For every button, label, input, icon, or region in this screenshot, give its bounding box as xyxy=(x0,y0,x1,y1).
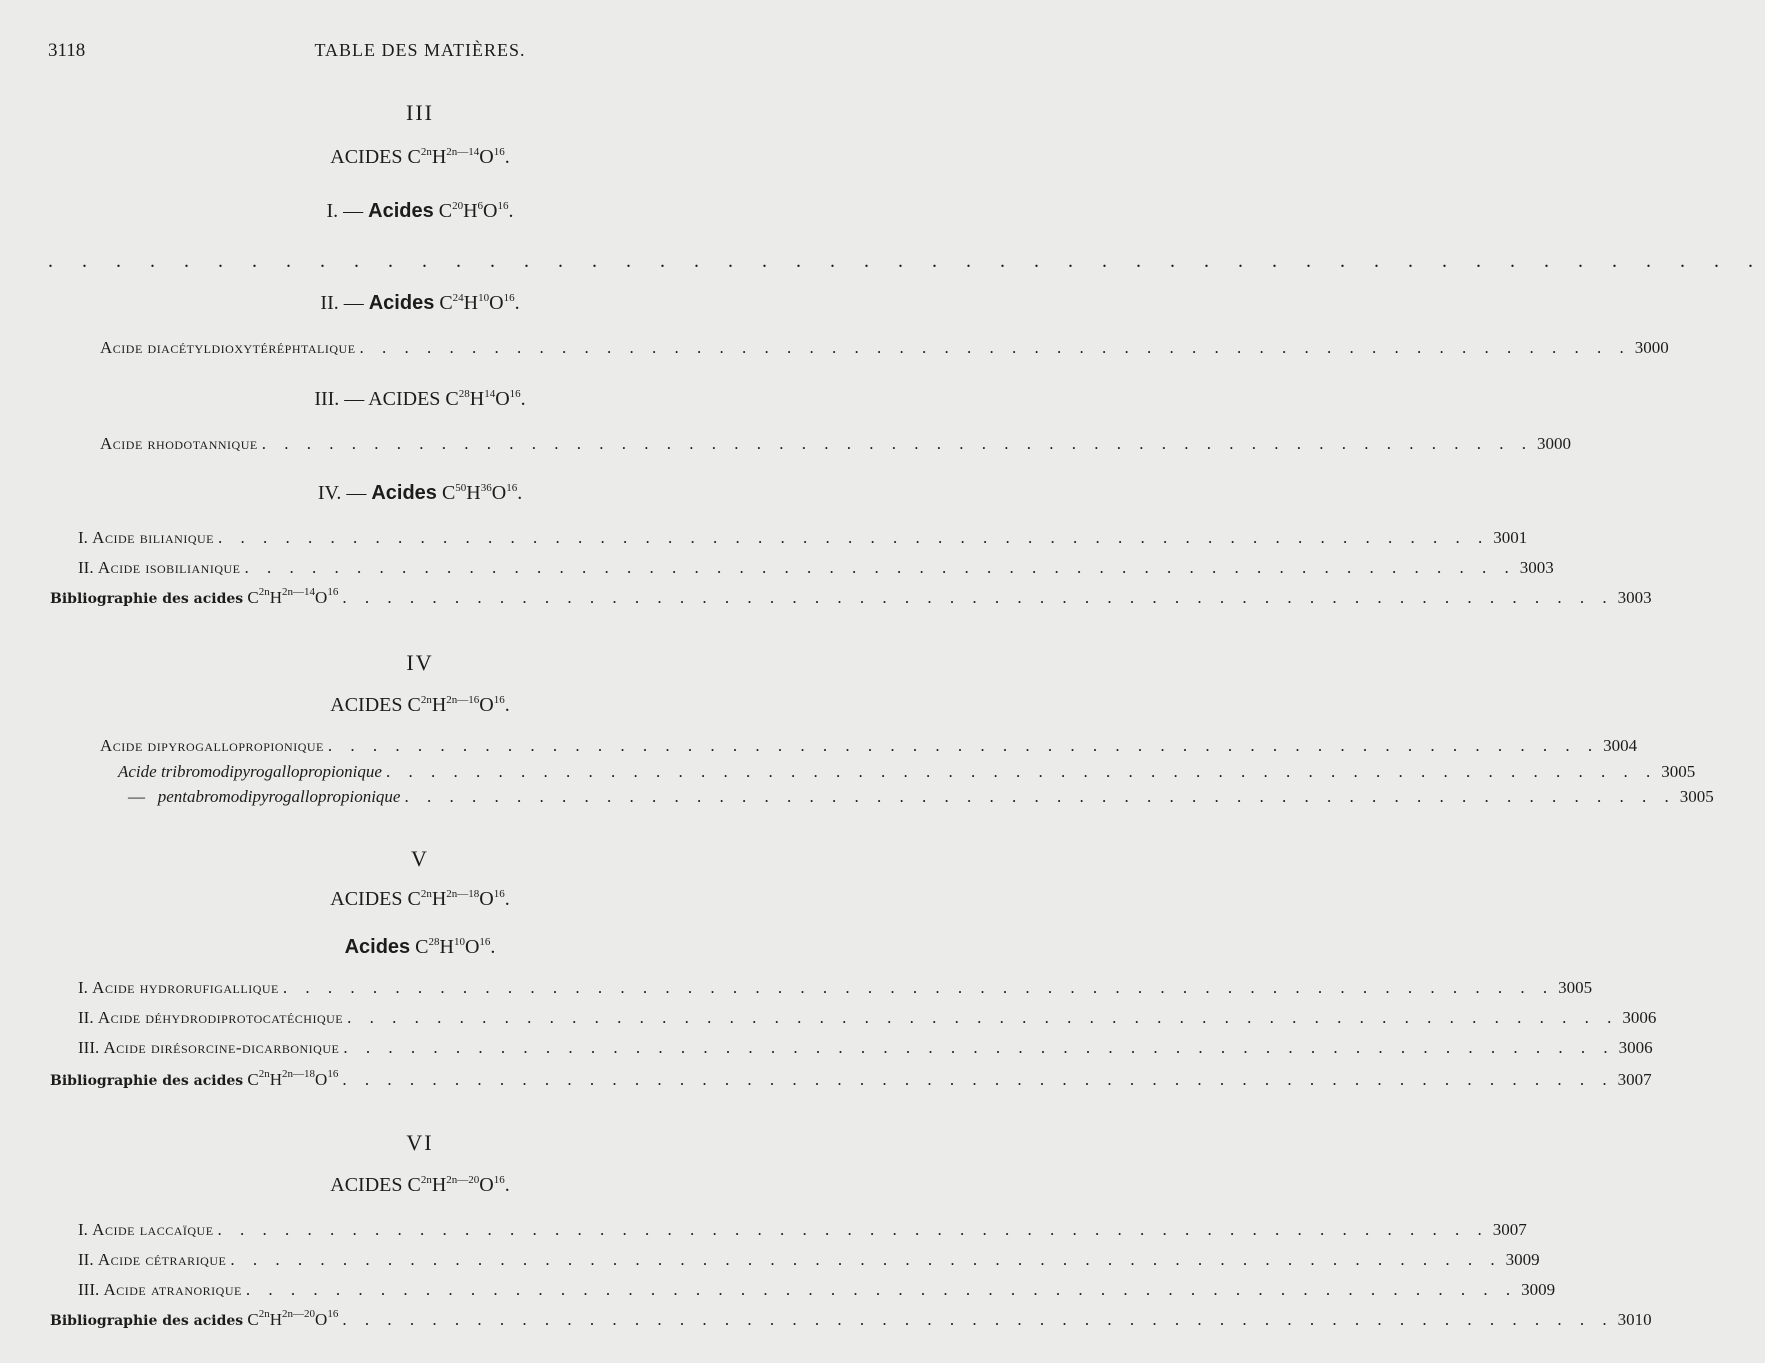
toc-entry: — pentabromodipyrogallopropionique . . . . . . . . . . . . . . . . . . . . . . . . . . . . . . . . . . . . . . . . . . . . . . . . . . . . . . . . . 3005 xyxy=(128,787,1714,806)
toc-entry: II. Acide déhydrodiprotocatéchique . . . . . . . . . . . . . . . . . . . . . . . . . . . . . . . . . . . . . . . . . . . . . . . . . . . . . . . . . 3006 xyxy=(78,1008,1657,1027)
section-5-heading: V xyxy=(411,846,429,871)
toc-bibliography-entry: Bibliographie des acides $C^{2n}H^{2n—20}O^{16}$ . . . . . . . . . . . . . . . . . . . . . . . . . . . . . . . . . . . . . . . . . . . . . . . . . . . . . . . . . 3010 xyxy=(50,1308,1652,1329)
toc-entry: III. Acide atranorique . . . . . . . . . . . . . . . . . . . . . . . . . . . . . . . . . . . . . . . . . . . . . . . . . . . . . . . . . 3009 xyxy=(78,1280,1556,1299)
toc-entry: Acide diacétyldioxytéréphtalique . . . . . . . . . . . . . . . . . . . . . . . . . . . . . . . . . . . . . . . . . . . . . . . . . . . . . . . . . 3000 xyxy=(100,338,1669,357)
subsection-3-2-heading: II. — Acides $C^{24}H^{10}O^{16}$. xyxy=(320,292,520,314)
section-4-heading: IV xyxy=(406,650,434,675)
toc-entry: II. Acide cétrarique . . . . . . . . . . . . . . . . . . . . . . . . . . . . . . . . . . . . . . . . . . . . . . . . . . . . . . . . . 3009 xyxy=(78,1250,1540,1269)
section-6-formula: ACIDES $C^{2n}H^{2n—20}O^{16}$. xyxy=(330,1174,510,1196)
subsection-3-3-heading: III. — ACIDES $C^{28}H^{14}O^{16}$. xyxy=(314,388,526,410)
toc-bibliography-entry: Bibliographie des acides $C^{2n}H^{2n—18}O^{16}$ . . . . . . . . . . . . . . . . . . . . . . . . . . . . . . . . . . . . . . . . . . . . . . . . . . . . . . . . . 3007 xyxy=(50,1068,1652,1089)
toc-bibliography-entry: Bibliographie des acides $C^{2n}H^{2n—14}O^{16}$ . . . . . . . . . . . . . . . . . . . . . . . . . . . . . . . . . . . . . . . . . . . . . . . . . . . . . . . . . 3003 xyxy=(50,586,1652,607)
section-3-formula: ACIDES $C^{2n}H^{2n—14}O^{16}$. xyxy=(330,146,510,168)
toc-entry: I. Acide hydrorufigallique . . . . . . . . . . . . . . . . . . . . . . . . . . . . . . . . . . . . . . . . . . . . . . . . . . . . . . . . . 3005 xyxy=(78,978,1593,997)
toc-entry: I. Acide laccaïque . . . . . . . . . . . . . . . . . . . . . . . . . . . . . . . . . . . . . . . . . . . . . . . . . . . . . . . . . 3007 xyxy=(78,1220,1527,1239)
section-3-heading: III xyxy=(406,100,434,125)
toc-entry: II. Acide isobilianique . . . . . . . . . . . . . . . . . . . . . . . . . . . . . . . . . . . . . . . . . . . . . . . . . . . . . . . . . 3003 xyxy=(78,558,1554,577)
page-title: TABLE DES MATIÈRES. xyxy=(314,40,526,60)
toc-entry: III. Acide dirésorcine-dicarbonique . . . . . . . . . . . . . . . . . . . . . . . . . . . . . . . . . . . . . . . . . . . . . . . . . . . . . . . . . 3006 xyxy=(78,1038,1653,1057)
dotted-separator: . . . . . . . . . . . . . . . . . . . . . . . . . . . . . . . . . . . . . . . . . . . . . . . . . . . xyxy=(48,250,1765,272)
toc-entry: Acide rhodotannique . . . . . . . . . . . . . . . . . . . . . . . . . . . . . . . . . . . . . . . . . . . . . . . . . . . . . . . . . 3000 xyxy=(100,434,1571,453)
section-5-formula: ACIDES $C^{2n}H^{2n—18}O^{16}$. xyxy=(330,888,510,910)
section-6-heading: VI xyxy=(406,1130,434,1155)
toc-entry: I. Acide bilianique . . . . . . . . . . . . . . . . . . . . . . . . . . . . . . . . . . . . . . . . . . . . . . . . . . . . . . . . . 3001 xyxy=(78,528,1528,547)
toc-entry: Acide dipyrogallopropionique . . . . . . . . . . . . . . . . . . . . . . . . . . . . . . . . . . . . . . . . . . . . . . . . . . . . . . . . . 3004 xyxy=(100,736,1638,755)
page-number: 3118 xyxy=(48,40,86,61)
subsection-3-4-heading: IV. — Acides $C^{50}H^{36}O^{16}$. xyxy=(317,482,523,504)
section-4-formula: ACIDES $C^{2n}H^{2n—16}O^{16}$. xyxy=(330,694,510,716)
subsection-5-heading: Acides $C^{28}H^{10}O^{16}$. xyxy=(344,936,496,958)
toc-entry: Acide tribromodipyrogallopropionique . . . . . . . . . . . . . . . . . . . . . . . . . . . . . . . . . . . . . . . . . . . . . . . . . . . . . . . . . 3005 xyxy=(118,762,1696,781)
subsection-3-1-heading: I. — Acides $C^{20}H^6O^{16}$. xyxy=(326,200,514,222)
